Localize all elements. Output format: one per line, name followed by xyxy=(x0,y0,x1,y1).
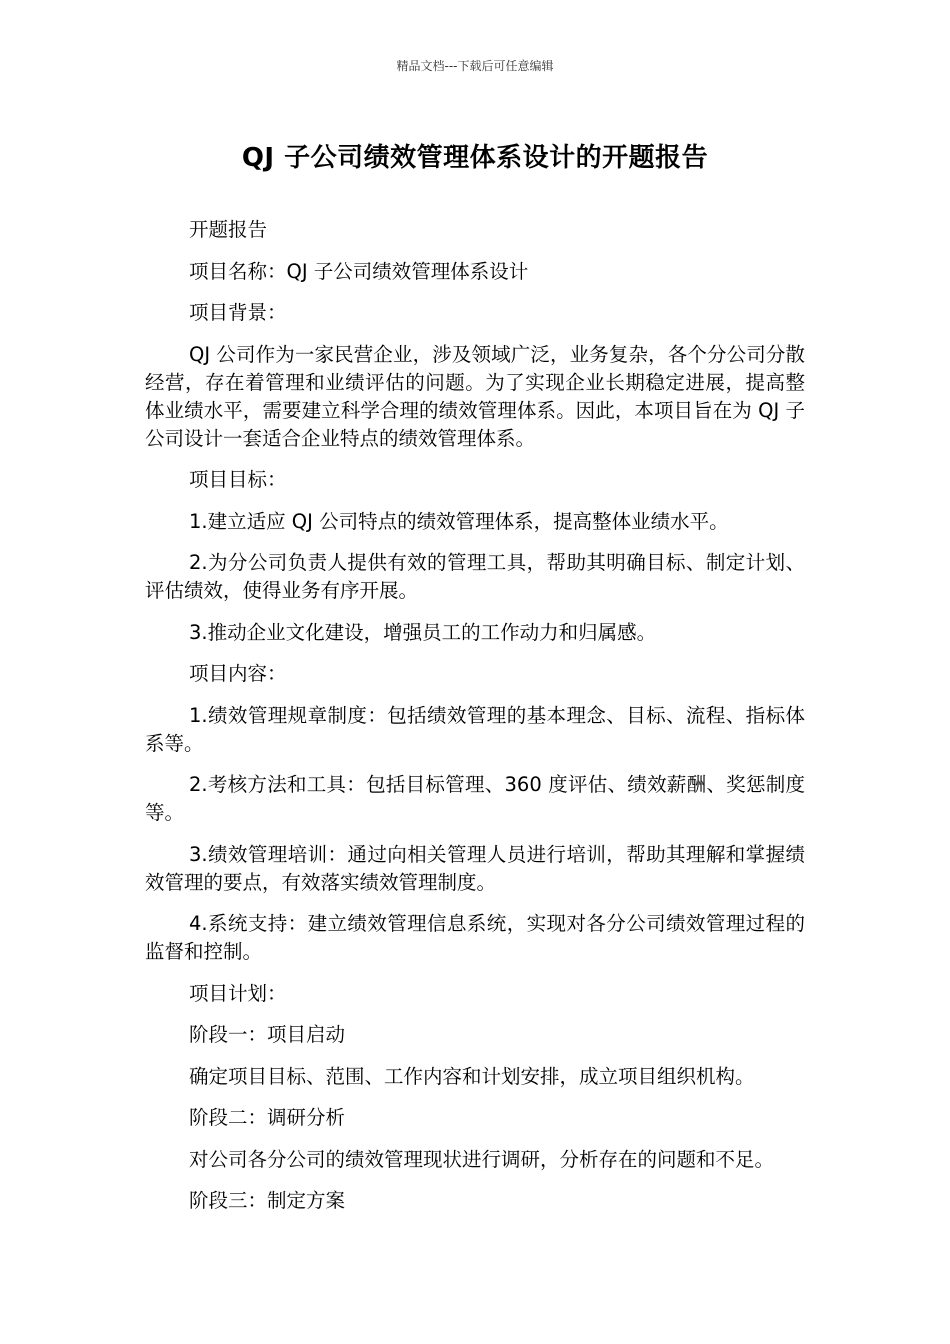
section-heading-plan: 项目计划： xyxy=(189,981,287,1005)
plan-stage-3-title: 阶段三：制定方案 xyxy=(189,1189,346,1212)
section-heading-content: 项目内容： xyxy=(189,662,287,685)
goal-item-2: 2.为分公司负责人提供有效的管理工具，帮助其明确目标、制定计划、评估绩效，使得业务有序开展。 xyxy=(145,551,805,602)
header-note: 精品文档---下载后可任意编辑 xyxy=(396,59,554,73)
section-heading-goals: 项目目标： xyxy=(189,468,287,491)
plan-stage-1-desc: 确定项目目标、范围、工作内容和计划安排，成立项目组织机构。 xyxy=(189,1064,755,1088)
content-item-4: 4.系统支持：建立绩效管理信息系统，实现对各分公司绩效管理过程的监督和控制。 xyxy=(145,912,805,963)
content-item-3: 3.绩效管理培训：通过向相关管理人员进行培训，帮助其理解和掌握绩效管理的要点，有效落实绩效管理制度。 xyxy=(145,842,805,894)
content-item-1: 1.绩效管理规章制度：包括绩效管理的基本理念、目标、流程、指标体系等。 xyxy=(145,703,805,755)
background-paragraph: QJ 公司作为一家民营企业，涉及领域广泛，业务复杂，各个分公司分散经营，存在着管理和业绩评估的问题。为了实现企业长期稳定进展，提高整体业绩水平，需要建立科学合理的绩效管理体系。因此，本项目旨在为 QJ 子公司设计一套适合企业特点的绩效管理体系。 xyxy=(145,342,805,450)
plan-stage-1-title: 阶段一：项目启动 xyxy=(189,1023,346,1046)
section-heading-background: 项目背景： xyxy=(189,301,287,324)
project-name: 项目名称：QJ 子公司绩效管理体系设计 xyxy=(189,259,529,283)
document-title: QJ 子公司绩效管理体系设计的开题报告 xyxy=(241,143,709,173)
document-body xyxy=(145,216,805,1229)
goal-item-1: 1.建立适应 QJ 公司特点的绩效管理体系，提高整体业绩水平。 xyxy=(189,509,729,533)
section-label: 开题报告 xyxy=(189,218,268,241)
content-item-2: 2.考核方法和工具：包括目标管理、360 度评估、绩效薪酬、奖惩制度等。 xyxy=(145,773,805,824)
plan-stage-2-title: 阶段二：调研分析 xyxy=(189,1106,346,1129)
goal-item-3: 3.推动企业文化建设，增强员工的工作动力和归属感。 xyxy=(189,620,657,644)
plan-stage-2-desc: 对公司各分公司的绩效管理现状进行调研，分析存在的问题和不足。 xyxy=(189,1147,775,1171)
